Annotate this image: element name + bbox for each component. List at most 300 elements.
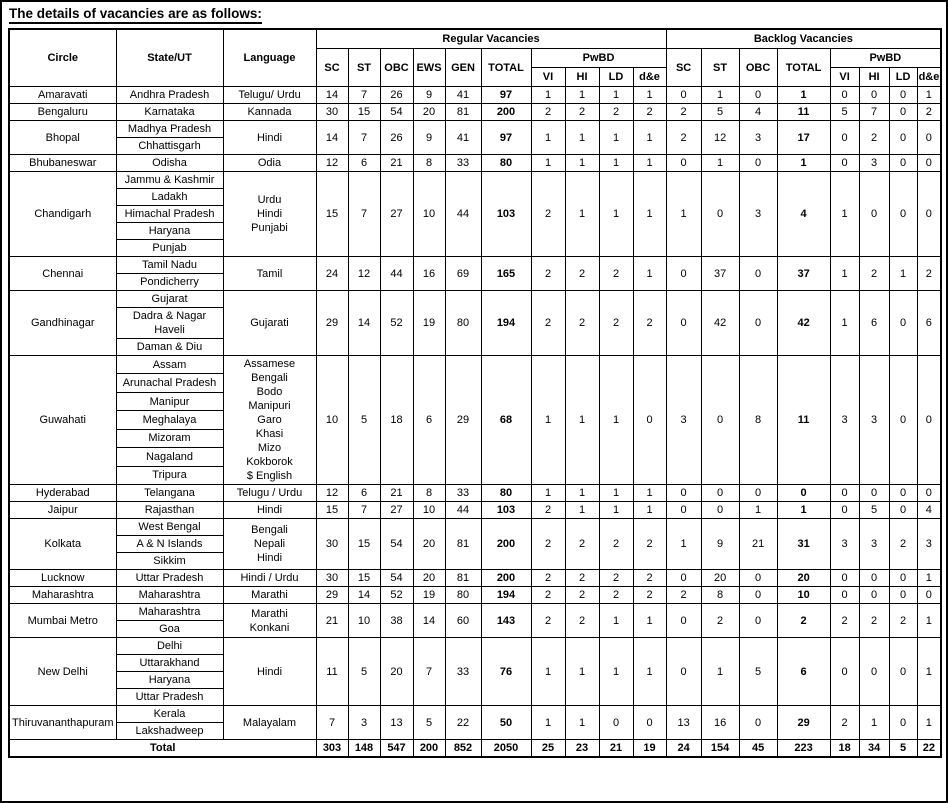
regular-pwbd-cell: 1: [599, 87, 633, 104]
circle-cell: Chennai: [9, 257, 116, 291]
regular-pwbd-cell: 1: [633, 155, 666, 172]
regular-value-cell: 33: [445, 485, 481, 502]
regular-value-cell: 44: [380, 257, 413, 291]
state-cell: Dadra & Nagar Haveli: [116, 308, 223, 339]
language-line: Bodo: [256, 386, 283, 398]
state-cell: Uttar Pradesh: [116, 570, 223, 587]
regular-value-cell: 19: [413, 291, 445, 356]
backlog-pwbd-cell: 0: [917, 587, 941, 604]
backlog-value-cell: 8: [739, 356, 777, 485]
state-cell: Nagaland: [116, 448, 223, 466]
total-backlog-cell: 45: [739, 740, 777, 758]
circle-cell: Lucknow: [9, 570, 116, 587]
regular-value-cell: 97: [481, 87, 531, 104]
regular-pwbd-cell: 1: [565, 502, 599, 519]
regular-value-cell: 5: [413, 706, 445, 740]
col-header-backlog-sc: SC: [666, 49, 701, 87]
backlog-value-cell: 11: [777, 356, 830, 485]
total-label-cell: Total: [9, 740, 316, 758]
vacancy-row: [9, 104, 941, 121]
regular-pwbd-cell: 1: [565, 638, 599, 706]
language-cell: [223, 502, 316, 519]
state-cell: Uttarakhand: [116, 655, 223, 672]
language-line: Konkani: [249, 621, 290, 634]
regular-value-cell: 18: [380, 356, 413, 485]
backlog-pwbd-cell: 0: [917, 121, 941, 155]
vacancy-row: [9, 587, 941, 604]
col-header-backlog-vi: VI: [830, 68, 859, 87]
backlog-value-cell: 0: [739, 604, 777, 638]
regular-pwbd-cell: 1: [599, 155, 633, 172]
regular-value-cell: 44: [445, 502, 481, 519]
col-header-regular-de: d&e: [633, 68, 666, 87]
circle-cell: Gandhinagar: [9, 291, 116, 356]
regular-value-cell: 20: [413, 519, 445, 570]
language-cell: [223, 104, 316, 121]
backlog-pwbd-cell: 0: [830, 638, 859, 706]
regular-pwbd-cell: 1: [633, 257, 666, 291]
col-header-backlog-total: TOTAL: [777, 49, 830, 87]
vacancy-row: [9, 291, 941, 308]
regular-value-cell: 81: [445, 570, 481, 587]
language-cell: [223, 519, 316, 570]
regular-pwbd-cell: 1: [531, 155, 565, 172]
backlog-value-cell: 0: [666, 485, 701, 502]
regular-pwbd-cell: 2: [599, 291, 633, 356]
regular-pwbd-cell: 1: [633, 502, 666, 519]
regular-pwbd-cell: 0: [633, 706, 666, 740]
col-header-regular-sc: SC: [316, 49, 348, 87]
backlog-pwbd-cell: 0: [917, 172, 941, 257]
regular-pwbd-cell: 2: [531, 587, 565, 604]
regular-value-cell: 15: [348, 570, 380, 587]
backlog-pwbd-cell: 5: [830, 104, 859, 121]
backlog-value-cell: 0: [666, 638, 701, 706]
regular-value-cell: 16: [413, 257, 445, 291]
regular-pwbd-cell: 1: [633, 485, 666, 502]
regular-pwbd-cell: 2: [531, 519, 565, 570]
regular-pwbd-cell: 2: [633, 587, 666, 604]
regular-value-cell: 8: [413, 485, 445, 502]
backlog-pwbd-cell: 4: [917, 502, 941, 519]
backlog-value-cell: 11: [777, 104, 830, 121]
backlog-pwbd-cell: 0: [859, 87, 889, 104]
backlog-pwbd-cell: 2: [830, 706, 859, 740]
regular-value-cell: 5: [348, 638, 380, 706]
backlog-value-cell: 1: [777, 87, 830, 104]
state-cell: Arunachal Pradesh: [116, 374, 223, 392]
circle-cell: Bhubaneswar: [9, 155, 116, 172]
regular-pwbd-cell: 1: [565, 121, 599, 155]
backlog-pwbd-cell: 0: [889, 502, 917, 519]
regular-value-cell: 103: [481, 172, 531, 257]
backlog-value-cell: 20: [777, 570, 830, 587]
state-cell: Lakshadweep: [116, 723, 223, 740]
regular-value-cell: 29: [316, 291, 348, 356]
language-line: Khasi: [255, 428, 284, 440]
regular-value-cell: 15: [316, 172, 348, 257]
regular-pwbd-cell: 1: [633, 172, 666, 257]
regular-pwbd-cell: 1: [633, 604, 666, 638]
group-header-backlog-pwbd: PwBD: [830, 49, 941, 68]
language-line: Hindi: [256, 131, 283, 144]
backlog-pwbd-cell: 1: [917, 706, 941, 740]
language-cell: [223, 587, 316, 604]
regular-pwbd-cell: 1: [599, 604, 633, 638]
state-cell: Pondicherry: [116, 274, 223, 291]
backlog-value-cell: 1: [739, 502, 777, 519]
circle-cell: Kolkata: [9, 519, 116, 570]
regular-pwbd-cell: 2: [531, 257, 565, 291]
language-line: Manipuri: [248, 400, 291, 412]
backlog-value-cell: 0: [666, 155, 701, 172]
backlog-value-cell: 0: [666, 502, 701, 519]
backlog-pwbd-cell: 1: [830, 291, 859, 356]
regular-value-cell: 194: [481, 291, 531, 356]
regular-value-cell: 54: [380, 570, 413, 587]
language-line: $ English: [246, 470, 293, 482]
language-line: Punjabi: [251, 222, 288, 234]
vacancy-row: [9, 604, 941, 621]
regular-value-cell: 80: [481, 485, 531, 502]
col-header-regular-total: TOTAL: [481, 49, 531, 87]
regular-pwbd-cell: 2: [531, 172, 565, 257]
backlog-value-cell: 1: [777, 155, 830, 172]
regular-value-cell: 81: [445, 519, 481, 570]
language-cell: [223, 87, 316, 104]
regular-value-cell: 80: [445, 291, 481, 356]
regular-value-cell: 29: [445, 356, 481, 485]
backlog-value-cell: 0: [701, 356, 739, 485]
language-line: Marathi: [251, 607, 288, 620]
regular-pwbd-cell: 1: [599, 356, 633, 485]
backlog-pwbd-cell: 0: [830, 485, 859, 502]
regular-value-cell: 15: [316, 502, 348, 519]
backlog-pwbd-cell: 0: [889, 485, 917, 502]
regular-pwbd-cell: 0: [599, 706, 633, 740]
col-header-regular-hi: HI: [565, 68, 599, 87]
backlog-pwbd-cell: 0: [830, 587, 859, 604]
backlog-value-cell: 6: [777, 638, 830, 706]
header-row-1: [9, 29, 941, 49]
col-header-regular-ld: LD: [599, 68, 633, 87]
circle-cell: Mumbai Metro: [9, 604, 116, 638]
backlog-pwbd-cell: 0: [889, 706, 917, 740]
backlog-pwbd-cell: 0: [830, 502, 859, 519]
vacancy-row: [9, 519, 941, 536]
total-regular-cell: 547: [380, 740, 413, 758]
backlog-pwbd-cell: 7: [859, 104, 889, 121]
backlog-value-cell: 0: [739, 485, 777, 502]
language-cell: [223, 604, 316, 638]
regular-value-cell: 68: [481, 356, 531, 485]
backlog-pwbd-cell: 0: [859, 570, 889, 587]
state-cell: Haryana: [116, 223, 223, 240]
regular-pwbd-cell: 2: [531, 604, 565, 638]
vacancy-row: [9, 485, 941, 502]
regular-value-cell: 22: [445, 706, 481, 740]
language-line: Hindi: [256, 552, 283, 564]
table-body: [9, 87, 941, 758]
regular-value-cell: 12: [348, 257, 380, 291]
regular-value-cell: 14: [413, 604, 445, 638]
regular-value-cell: 200: [481, 519, 531, 570]
total-regular-cell: 200: [413, 740, 445, 758]
regular-value-cell: 14: [316, 87, 348, 104]
col-header-backlog-obc: OBC: [739, 49, 777, 87]
vacancy-row: [9, 570, 941, 587]
regular-value-cell: 52: [380, 291, 413, 356]
regular-value-cell: 41: [445, 121, 481, 155]
language-line: Hindi: [256, 665, 283, 678]
language-line: Nepali: [253, 538, 286, 550]
language-line: Hindi: [256, 504, 283, 516]
total-backlog-pwbd-cell: 34: [859, 740, 889, 758]
state-cell: Punjab: [116, 240, 223, 257]
regular-pwbd-cell: 0: [633, 356, 666, 485]
regular-value-cell: 11: [316, 638, 348, 706]
regular-value-cell: 29: [316, 587, 348, 604]
backlog-value-cell: 0: [701, 172, 739, 257]
state-cell: Rajasthan: [116, 502, 223, 519]
group-header-regular-pwbd: PwBD: [531, 49, 666, 68]
regular-pwbd-cell: 2: [599, 257, 633, 291]
total-regular-pwbd-cell: 21: [599, 740, 633, 758]
regular-pwbd-cell: 2: [599, 587, 633, 604]
state-cell: Uttar Pradesh: [116, 689, 223, 706]
state-cell: Telangana: [116, 485, 223, 502]
col-header-backlog-st: ST: [701, 49, 739, 87]
language-cell: [223, 121, 316, 155]
regular-value-cell: 30: [316, 570, 348, 587]
regular-value-cell: 97: [481, 121, 531, 155]
regular-value-cell: 54: [380, 519, 413, 570]
regular-value-cell: 33: [445, 638, 481, 706]
backlog-pwbd-cell: 0: [917, 485, 941, 502]
regular-pwbd-cell: 2: [599, 104, 633, 121]
vacancy-row: [9, 87, 941, 104]
regular-pwbd-cell: 2: [531, 291, 565, 356]
state-cell: Goa: [116, 621, 223, 638]
backlog-pwbd-cell: 0: [889, 155, 917, 172]
language-cell: [223, 155, 316, 172]
backlog-value-cell: 2: [701, 604, 739, 638]
regular-value-cell: 12: [316, 485, 348, 502]
table-header: [9, 29, 941, 87]
col-header-circle: Circle: [9, 29, 116, 87]
regular-value-cell: 13: [380, 706, 413, 740]
col-header-regular-vi: VI: [531, 68, 565, 87]
state-cell: Chhattisgarh: [116, 138, 223, 155]
backlog-pwbd-cell: 2: [830, 604, 859, 638]
language-line: Kokborok: [246, 456, 293, 468]
backlog-value-cell: 13: [666, 706, 701, 740]
backlog-pwbd-cell: 0: [889, 104, 917, 121]
total-regular-cell: 852: [445, 740, 481, 758]
regular-value-cell: 69: [445, 257, 481, 291]
regular-value-cell: 200: [481, 104, 531, 121]
regular-value-cell: 21: [380, 155, 413, 172]
backlog-pwbd-cell: 0: [889, 587, 917, 604]
backlog-value-cell: 0: [739, 87, 777, 104]
backlog-value-cell: 17: [777, 121, 830, 155]
regular-value-cell: 26: [380, 121, 413, 155]
total-backlog-cell: 154: [701, 740, 739, 758]
total-regular-pwbd-cell: 23: [565, 740, 599, 758]
backlog-value-cell: 21: [739, 519, 777, 570]
backlog-pwbd-cell: 0: [889, 172, 917, 257]
backlog-pwbd-cell: 2: [859, 121, 889, 155]
vacancy-row: [9, 172, 941, 189]
vacancy-row: [9, 121, 941, 138]
regular-value-cell: 15: [348, 519, 380, 570]
regular-value-cell: 9: [413, 87, 445, 104]
backlog-pwbd-cell: 1: [917, 638, 941, 706]
backlog-pwbd-cell: 1: [917, 604, 941, 638]
regular-value-cell: 194: [481, 587, 531, 604]
regular-value-cell: 10: [348, 604, 380, 638]
regular-value-cell: 12: [316, 155, 348, 172]
circle-cell: New Delhi: [9, 638, 116, 706]
language-cell: [223, 291, 316, 356]
backlog-value-cell: 42: [777, 291, 830, 356]
backlog-pwbd-cell: 3: [917, 519, 941, 570]
col-header-backlog-ld: LD: [889, 68, 917, 87]
regular-pwbd-cell: 2: [633, 291, 666, 356]
regular-pwbd-cell: 1: [565, 485, 599, 502]
regular-value-cell: 20: [413, 570, 445, 587]
state-cell: Mizoram: [116, 429, 223, 447]
regular-pwbd-cell: 1: [633, 87, 666, 104]
backlog-pwbd-cell: 1: [889, 257, 917, 291]
regular-value-cell: 6: [413, 356, 445, 485]
backlog-pwbd-cell: 0: [859, 485, 889, 502]
backlog-pwbd-cell: 0: [889, 87, 917, 104]
backlog-value-cell: 0: [701, 485, 739, 502]
vacancy-table: [8, 28, 942, 758]
regular-pwbd-cell: 1: [599, 502, 633, 519]
backlog-pwbd-cell: 0: [889, 291, 917, 356]
backlog-pwbd-cell: 0: [889, 356, 917, 485]
total-regular-cell: 2050: [481, 740, 531, 758]
backlog-pwbd-cell: 2: [859, 257, 889, 291]
language-line: Telugu/ Urdu: [238, 89, 301, 101]
regular-pwbd-cell: 1: [565, 356, 599, 485]
backlog-pwbd-cell: 1: [830, 172, 859, 257]
total-row: [9, 740, 941, 758]
regular-value-cell: 5: [348, 356, 380, 485]
state-cell: Maharashtra: [116, 604, 223, 621]
total-regular-pwbd-cell: 25: [531, 740, 565, 758]
regular-pwbd-cell: 2: [633, 104, 666, 121]
regular-value-cell: 10: [413, 502, 445, 519]
language-cell: [223, 257, 316, 291]
state-cell: Delhi: [116, 638, 223, 655]
regular-value-cell: 14: [348, 291, 380, 356]
state-cell: Jammu & Kashmir: [116, 172, 223, 189]
backlog-value-cell: 3: [666, 356, 701, 485]
col-header-backlog-de: d&e: [917, 68, 941, 87]
backlog-value-cell: 0: [739, 155, 777, 172]
regular-pwbd-cell: 1: [565, 706, 599, 740]
regular-value-cell: 6: [348, 155, 380, 172]
circle-cell: Jaipur: [9, 502, 116, 519]
regular-value-cell: 7: [348, 502, 380, 519]
vacancy-row: [9, 638, 941, 655]
backlog-pwbd-cell: 3: [830, 519, 859, 570]
language-line: Mizo: [257, 442, 282, 454]
regular-pwbd-cell: 1: [599, 638, 633, 706]
page-title: The details of vacancies are as follows:: [9, 6, 262, 24]
state-cell: Karnataka: [116, 104, 223, 121]
regular-value-cell: 10: [316, 356, 348, 485]
backlog-pwbd-cell: 2: [917, 104, 941, 121]
regular-value-cell: 38: [380, 604, 413, 638]
circle-cell: Bengaluru: [9, 104, 116, 121]
backlog-value-cell: 0: [666, 257, 701, 291]
backlog-value-cell: 0: [701, 502, 739, 519]
regular-value-cell: 15: [348, 104, 380, 121]
state-cell: Daman & Diu: [116, 339, 223, 356]
backlog-value-cell: 0: [739, 291, 777, 356]
backlog-pwbd-cell: 5: [859, 502, 889, 519]
backlog-pwbd-cell: 0: [830, 121, 859, 155]
backlog-pwbd-cell: 0: [830, 570, 859, 587]
backlog-pwbd-cell: 1: [917, 87, 941, 104]
backlog-pwbd-cell: 0: [859, 587, 889, 604]
regular-value-cell: 200: [481, 570, 531, 587]
circle-cell: Thiruvananthapuram: [9, 706, 116, 740]
regular-value-cell: 10: [413, 172, 445, 257]
backlog-value-cell: 10: [777, 587, 830, 604]
language-line: Marathi: [251, 589, 288, 601]
backlog-value-cell: 9: [701, 519, 739, 570]
state-cell: Haryana: [116, 672, 223, 689]
vacancy-row: [9, 706, 941, 723]
regular-value-cell: 7: [348, 172, 380, 257]
backlog-pwbd-cell: 6: [917, 291, 941, 356]
backlog-value-cell: 2: [666, 104, 701, 121]
language-cell: [223, 638, 316, 706]
language-line: Bengali: [251, 372, 288, 384]
backlog-value-cell: 2: [777, 604, 830, 638]
backlog-value-cell: 12: [701, 121, 739, 155]
regular-pwbd-cell: 1: [531, 356, 565, 485]
col-header-regular-gen: GEN: [445, 49, 481, 87]
regular-value-cell: 7: [316, 706, 348, 740]
language-cell: [223, 172, 316, 257]
backlog-value-cell: 37: [777, 257, 830, 291]
backlog-value-cell: 1: [701, 155, 739, 172]
language-line: Hindi: [256, 208, 283, 220]
regular-pwbd-cell: 2: [531, 570, 565, 587]
regular-value-cell: 80: [481, 155, 531, 172]
state-cell: Madhya Pradesh: [116, 121, 223, 138]
language-cell: [223, 570, 316, 587]
backlog-pwbd-cell: 3: [859, 356, 889, 485]
backlog-pwbd-cell: 2: [917, 257, 941, 291]
backlog-value-cell: 1: [777, 502, 830, 519]
backlog-value-cell: 0: [777, 485, 830, 502]
regular-pwbd-cell: 2: [565, 291, 599, 356]
language-line: Garo: [257, 414, 282, 426]
state-cell: Gujarat: [116, 291, 223, 308]
backlog-value-cell: 29: [777, 706, 830, 740]
regular-value-cell: 52: [380, 587, 413, 604]
regular-value-cell: 21: [380, 485, 413, 502]
backlog-pwbd-cell: 3: [859, 155, 889, 172]
circle-cell: Bhopal: [9, 121, 116, 155]
